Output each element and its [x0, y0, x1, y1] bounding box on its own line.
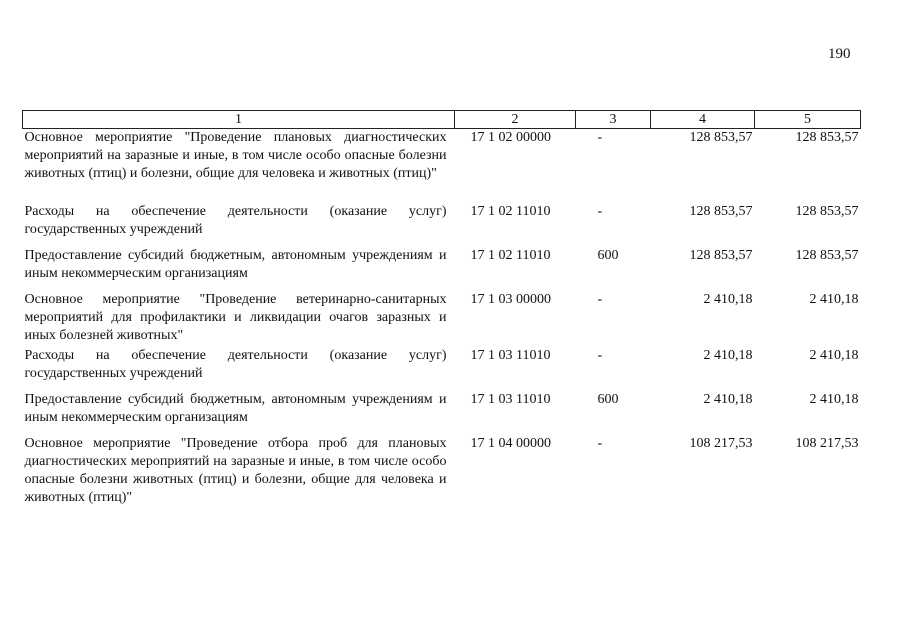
- header-col-4: 4: [651, 111, 755, 129]
- table-row: [23, 391, 861, 435]
- row-amount-5: 128 853,57: [795, 130, 859, 145]
- row-amount-5: 108 217,53: [795, 436, 859, 451]
- budget-table: [22, 110, 861, 507]
- row-description: Расходы на обеспечение деятельности (оказание услуг) государственных учреждений: [24, 348, 447, 381]
- row-amount-4: 108 217,53: [689, 436, 753, 451]
- table-row: [23, 435, 861, 507]
- row-description: Основное мероприятие "Проведение ветеринарно-санитарных мероприятий для профилактики и ликвидации очагов заразных и иных болезней животных": [24, 292, 447, 343]
- row-code: 17 1 02 00000: [470, 130, 551, 145]
- row-expense-type: 600: [597, 392, 619, 407]
- row-amount-4: 128 853,57: [689, 204, 753, 219]
- table-row: [23, 347, 861, 391]
- row-expense-type: 600: [597, 248, 619, 263]
- table-row: [23, 291, 861, 347]
- row-amount-5: 128 853,57: [795, 248, 859, 263]
- row-amount-5: 2 410,18: [809, 292, 859, 307]
- row-amount-4: 128 853,57: [689, 130, 753, 145]
- page-number: 190: [828, 46, 851, 62]
- header-row: [23, 111, 861, 129]
- row-code: 17 1 03 11010: [470, 392, 551, 407]
- row-expense-type: -: [597, 204, 603, 219]
- table-row: [23, 247, 861, 291]
- header-col-2: 2: [455, 111, 576, 129]
- row-code: 17 1 03 11010: [470, 348, 551, 363]
- row-description: Предоставление субсидий бюджетным, автономным учреждениям и иным некоммерческим организациям: [24, 392, 447, 425]
- row-amount-4: 2 410,18: [703, 392, 753, 407]
- row-description: Предоставление субсидий бюджетным, автономным учреждениям и иным некоммерческим организациям: [24, 248, 447, 281]
- table-body: [23, 129, 861, 508]
- row-amount-5: 128 853,57: [795, 204, 859, 219]
- row-code: 17 1 03 00000: [470, 292, 551, 307]
- row-expense-type: -: [597, 436, 603, 451]
- row-amount-4: 128 853,57: [689, 248, 753, 263]
- row-amount-5: 2 410,18: [809, 392, 859, 407]
- row-expense-type: -: [597, 348, 603, 363]
- row-expense-type: -: [597, 292, 603, 307]
- row-description: Расходы на обеспечение деятельности (оказание услуг) государственных учреждений: [24, 204, 447, 237]
- row-code: 17 1 02 11010: [470, 248, 551, 263]
- table-header: [23, 111, 861, 129]
- header-col-1: 1: [23, 111, 455, 129]
- header-col-5: 5: [755, 111, 861, 129]
- row-amount-4: 2 410,18: [703, 292, 753, 307]
- table-row: [23, 129, 861, 204]
- header-col-3: 3: [576, 111, 651, 129]
- row-code: 17 1 02 11010: [470, 204, 551, 219]
- row-expense-type: -: [597, 130, 603, 145]
- row-amount-5: 2 410,18: [809, 348, 859, 363]
- table-row: [23, 203, 861, 247]
- row-amount-4: 2 410,18: [703, 348, 753, 363]
- row-description: Основное мероприятие "Проведение плановых диагностических мероприятий на заразные и иные, в том числе особо опасные болезни животных (птиц) и болезни, общие для человека и животных (птиц)": [24, 130, 447, 181]
- row-description: Основное мероприятие "Проведение отбора проб для плановых диагностических мероприятий на заразные и иные, в том числе особо опасные болезни животных (птиц) и болезни, общие для человека и животных (птиц)": [24, 436, 447, 505]
- row-code: 17 1 04 00000: [470, 436, 551, 451]
